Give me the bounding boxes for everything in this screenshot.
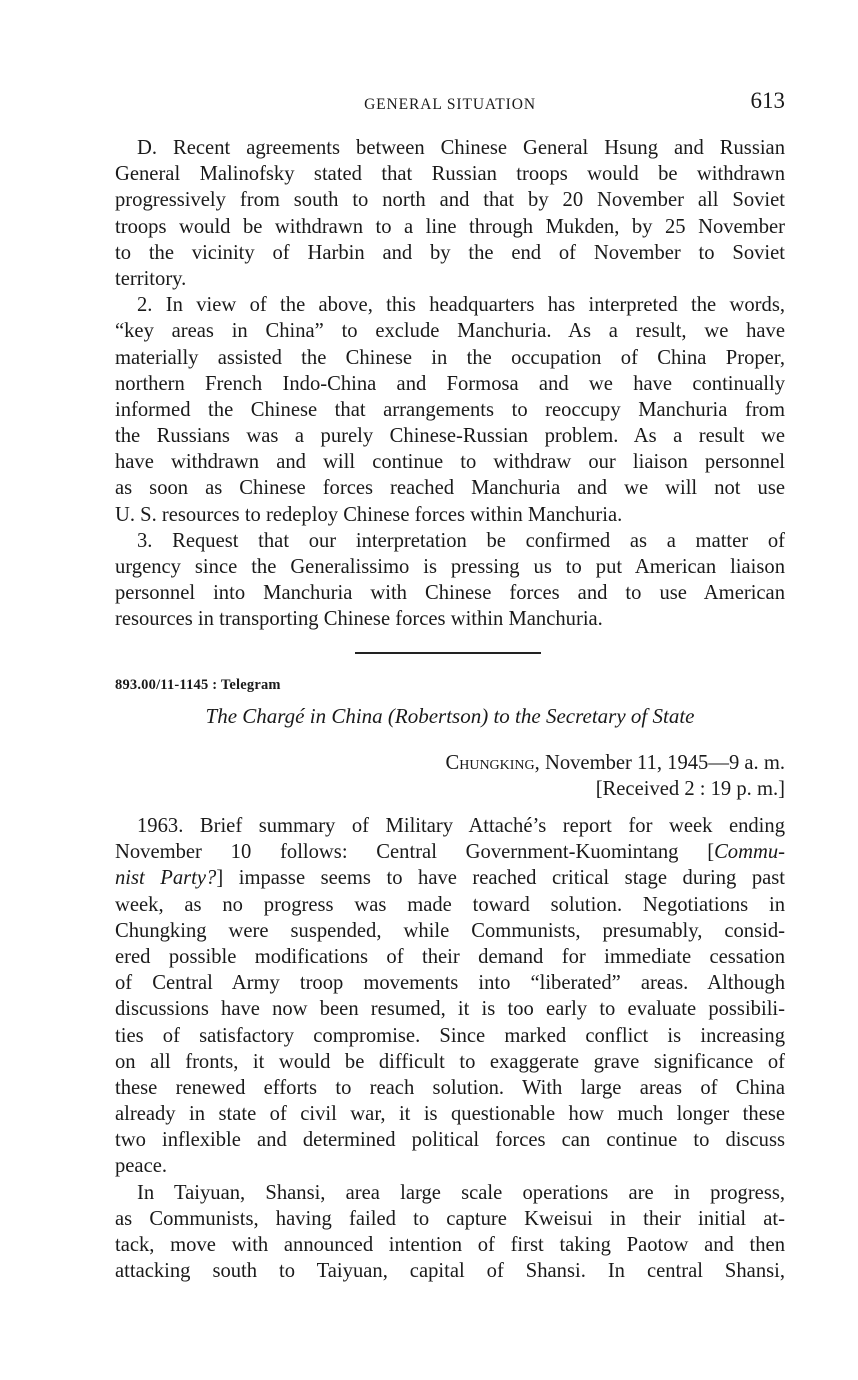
text-line: peace. <box>115 1155 168 1178</box>
dateline <box>445 750 785 802</box>
text-line: resources in transporting Chinese forces within Manchuria. <box>115 608 603 631</box>
page-number: 613 <box>750 88 785 113</box>
text-line: troops would be withdrawn to a line through Mukden, by 25 November <box>115 215 785 238</box>
text-line: 2. In view of the above, this headquarters has interpreted the words, <box>137 294 785 317</box>
text-line: materially assisted the Chinese in the occupation of China Proper, <box>115 346 785 369</box>
text-line: General Malinofsky stated that Russian troops would be withdrawn <box>115 163 785 186</box>
text-line <box>115 839 785 865</box>
editorial-insertion: nist Party? <box>115 867 217 890</box>
dateline-date: November 11, 1945—9 a. m. <box>544 752 785 774</box>
text-line: In Taiyuan, Shansi, area large scale operations are in progress, <box>137 1181 785 1204</box>
page-header <box>115 88 785 122</box>
section-divider <box>355 652 541 654</box>
manchuria-message-text <box>115 135 785 633</box>
text-line: informed the Chinese that arrangements to reoccupy Manchuria from <box>115 398 785 421</box>
text-line: personnel into Manchuria with Chinese forces and to use American <box>115 582 785 605</box>
text-segment: November 10 follows: Central Government-Kuomintang [ <box>115 841 715 864</box>
file-number: 893.00/11-1145 : Telegram <box>115 677 281 693</box>
text-line: progressively from south to north and that by 20 November all Soviet <box>115 189 785 212</box>
running-head: GENERAL SITUATION <box>364 96 536 113</box>
text-segment: ] impasse seems to have reached critical stage during past <box>216 867 785 890</box>
text-line: ered possible modifications of their demand for immediate cessation <box>115 945 785 968</box>
text-line: discussions have now been resumed, it is too early to evaluate possibili- <box>115 998 785 1021</box>
text-line: D. Recent agreements between Chinese General Hsung and Russian <box>137 137 785 159</box>
text-line: of Central Army troop movements into “liberated” areas. Although <box>115 972 785 995</box>
text-line: already in state of civil war, it is questionable how much longer these <box>115 1103 785 1126</box>
telegram-body <box>115 813 785 1284</box>
text-line: 3. Request that our interpretation be confirmed as a matter of <box>137 529 785 552</box>
text-line: tack, move with announced intention of first taking Paotow and then <box>115 1234 785 1256</box>
received-line: [Received 2 : 19 p. m.] <box>595 778 785 800</box>
editorial-insertion: Commu- <box>714 841 785 864</box>
dateline-place: Chungking, <box>445 752 540 774</box>
text-line: week, as no progress was made toward solution. Negotiations in <box>115 893 785 916</box>
text-line: attacking south to Taiyuan, capital of Shansi. In central Shansi, <box>115 1260 785 1283</box>
text-line: two inflexible and determined political forces can continue to discuss <box>115 1129 785 1152</box>
text-line: on all fronts, it would be difficult to exaggerate grave significance of <box>115 1050 785 1073</box>
text-line: urgency since the Generalissimo is pressing us to put American liaison <box>115 556 785 578</box>
document-title: The Chargé in China (Robertson) to the Secretary of State <box>205 704 695 728</box>
text-line: Chungking were suspended, while Communists, presumably, consid- <box>115 919 785 942</box>
text-line: northern French Indo-China and Formosa and we have continually <box>115 372 785 395</box>
text-line: these renewed efforts to reach solution. With large areas of China <box>115 1076 785 1099</box>
date-line <box>445 750 785 776</box>
text-line: as Communists, having failed to capture Kweisui in their initial at- <box>115 1207 785 1230</box>
text-line: ties of satisfactory compromise. Since marked conflict is increasing <box>115 1024 785 1047</box>
text-line: the Russians was a purely Chinese-Russian problem. As a result we <box>115 425 785 448</box>
text-line: have withdrawn and will continue to withdraw our liaison personnel <box>115 451 785 474</box>
text-line: “key areas in China” to exclude Manchuria. As a result, we have <box>115 320 785 343</box>
text-line: 1963. Brief summary of Military Attaché’s report for week ending <box>137 815 785 837</box>
text-line: as soon as Chinese forces reached Manchuria and we will not use <box>115 477 785 500</box>
text-line <box>115 865 785 891</box>
text-line: to the vicinity of Harbin and by the end of November to Soviet <box>115 241 785 264</box>
text-line: U. S. resources to redeploy Chinese forces within Manchuria. <box>115 503 623 526</box>
text-line: territory. <box>115 267 187 290</box>
